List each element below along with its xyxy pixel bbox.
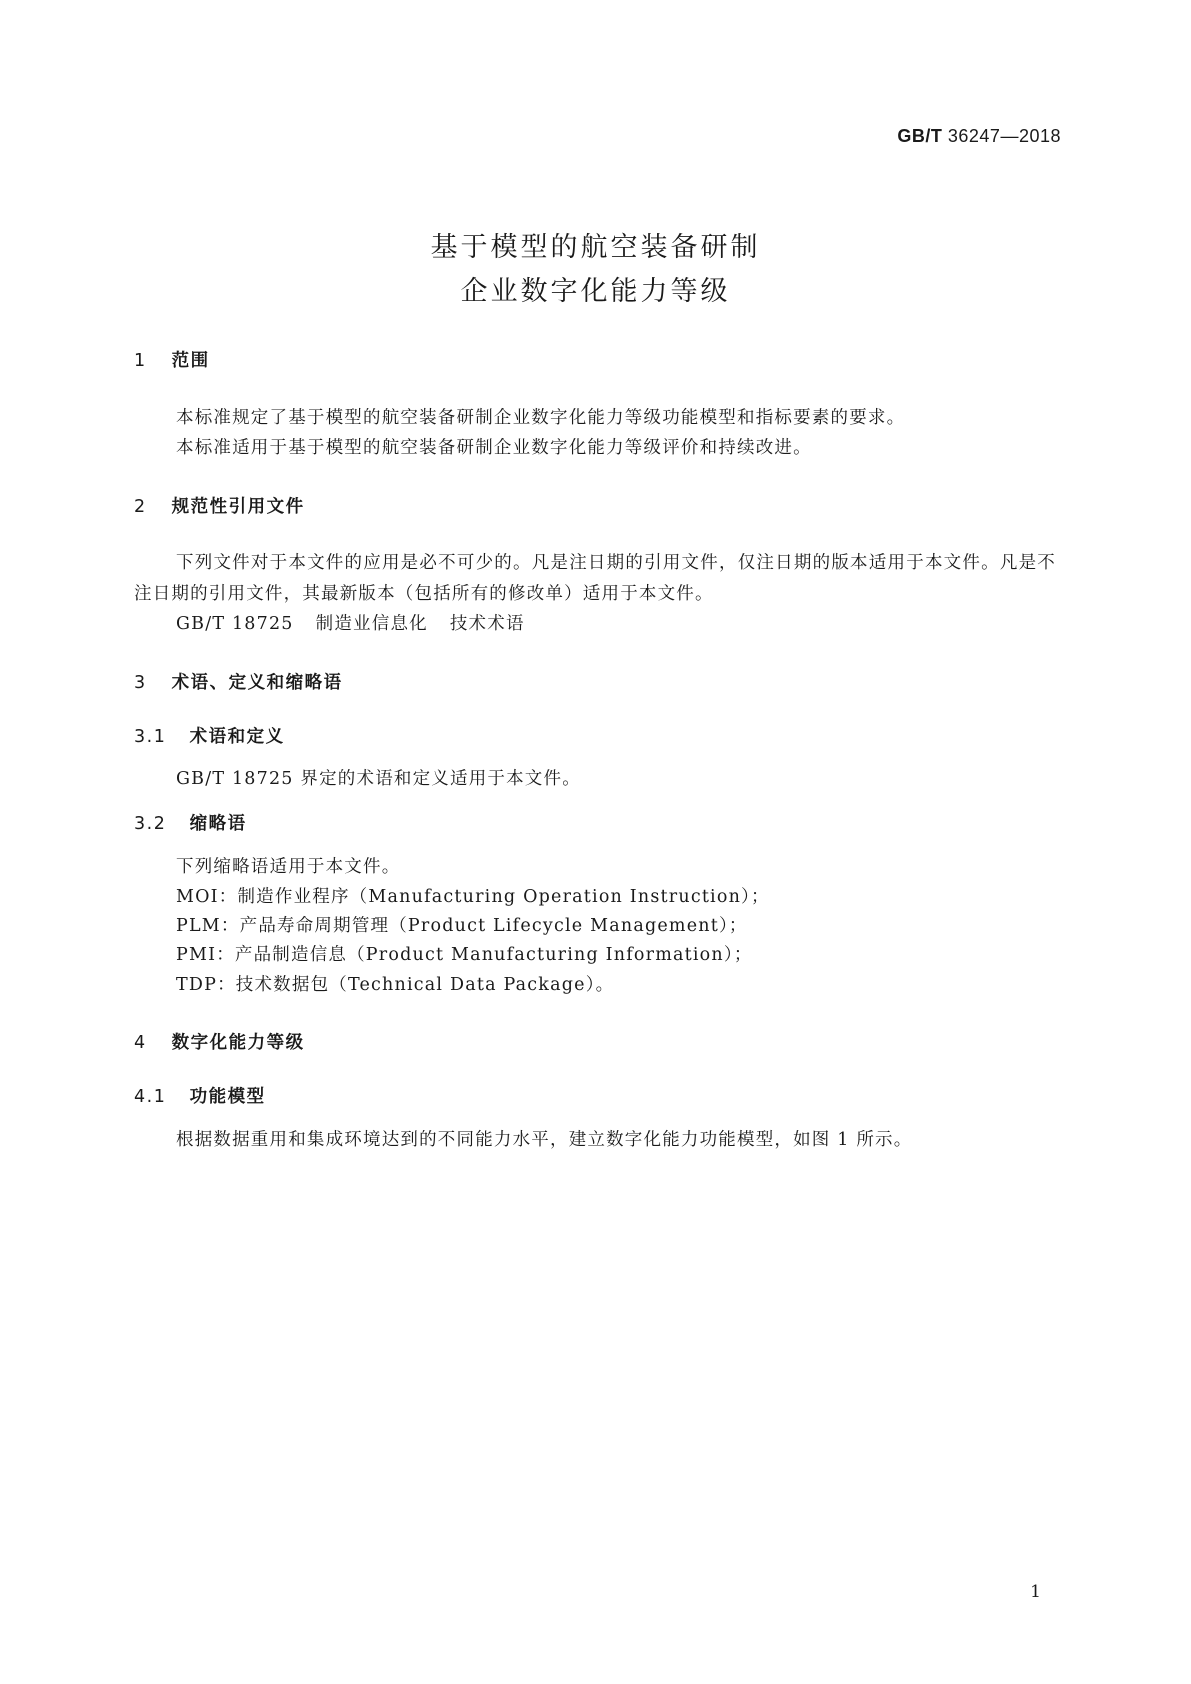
- heading-section-3: [134, 669, 343, 694]
- section-number: 1: [134, 351, 147, 371]
- standard-prefix: GB/T: [897, 126, 943, 146]
- title-line-1: 基于模型的航空装备研制: [430, 232, 761, 263]
- abbreviation-item-plm: PLM：产品寿命周期管理（Product Lifecycle Management）；: [176, 916, 748, 936]
- normative-references-paragraph: 下列文件对于本文件的应用是必不可少的。凡是注日期的引用文件，仅注日期的版本适用于本文件。凡是不注日期的引用文件，其最新版本（包括所有的修改单）适用于本文件。: [134, 553, 1056, 604]
- section-title: 规范性引用文件: [171, 497, 305, 517]
- scope-paragraph-2: 本标准适用于基于模型的航空装备研制企业数字化能力等级评价和持续改进。: [176, 438, 812, 458]
- reference-title-part-1: 制造业信息化: [315, 614, 428, 634]
- section-number: 4: [134, 1033, 147, 1053]
- section-title: 缩略语: [189, 814, 247, 834]
- section-number: 3: [134, 673, 147, 693]
- heading-section-1: [134, 347, 210, 372]
- heading-section-4: [134, 1029, 305, 1054]
- section-title: 功能模型: [189, 1087, 266, 1107]
- standard-number: [897, 126, 1061, 147]
- reference-title-part-2: 技术术语: [449, 614, 525, 634]
- reference-code: GB/T 18725: [176, 614, 294, 634]
- section-number: 3.1: [134, 727, 167, 747]
- function-model-paragraph: 根据数据重用和集成环境达到的不同能力水平，建立数字化能力功能模型，如图 1 所示。: [176, 1130, 913, 1150]
- section-title: 术语和定义: [189, 727, 285, 747]
- abbreviation-item-moi: MOI：制造作业程序（Manufacturing Operation Instruction）；: [176, 887, 770, 907]
- standard-code: 36247—2018: [947, 126, 1061, 146]
- reference-entry: [176, 610, 525, 635]
- section-title: 数字化能力等级: [171, 1033, 305, 1053]
- title-line-2: 企业数字化能力等级: [460, 276, 731, 307]
- section-number: 4.1: [134, 1087, 167, 1107]
- section-title: 范围: [171, 351, 210, 371]
- page-number: 1: [1030, 1582, 1041, 1602]
- heading-section-4-1: [134, 1083, 266, 1108]
- abbreviation-item-pmi: PMI：产品制造信息（Product Manufacturing Information）；: [176, 945, 753, 965]
- heading-section-3-2: [134, 810, 247, 835]
- section-number: 3.2: [134, 814, 167, 834]
- abbreviation-item-tdp: TDP：技术数据包（Technical Data Package）。: [176, 975, 615, 995]
- terms-paragraph: GB/T 18725 界定的术语和定义适用于本文件。: [176, 769, 581, 789]
- section-title: 术语、定义和缩略语: [171, 673, 343, 693]
- heading-section-2: [134, 493, 305, 518]
- scope-paragraph-1: 本标准规定了基于模型的航空装备研制企业数字化能力等级功能模型和指标要素的要求。: [176, 408, 906, 428]
- section-number: 2: [134, 497, 147, 517]
- abbreviations-intro: 下列缩略语适用于本文件。: [176, 857, 401, 877]
- document-title: [0, 226, 1191, 314]
- heading-section-3-1: [134, 723, 285, 748]
